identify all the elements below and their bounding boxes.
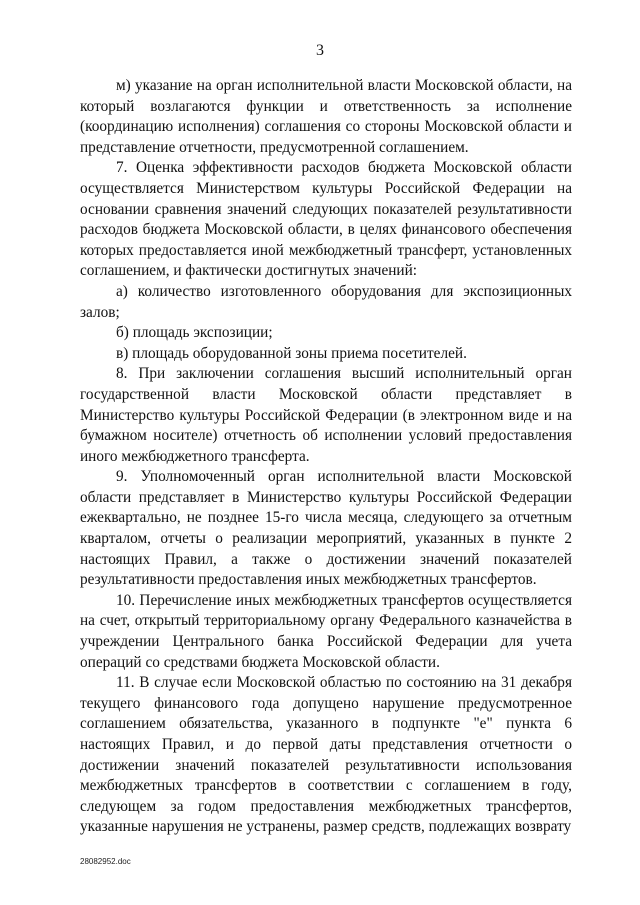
list-item-b: б) площадь экспозиции; [116, 324, 273, 342]
page-number: 3 [316, 42, 324, 59]
paragraph-7: 7. Оценка эффективности расходов бюджета Московской области осуществляется Министерством культуры Российской Федерации на основании сравнения значений следующих показателей результативности расходов бюджета Московской области, в целях финансового обеспечения которых предоставляется иной межбюджетный трансферт, установленных соглашением, и фактически достигнутых значений: [80, 159, 572, 280]
paragraph-item-m: м) указание на орган исполнительной власти Московской области, на который возлагаются функции и ответственность за исполнение (координацию исполнения) соглашения со стороны Московской области и представление отчетности, предусмотренной соглашением. [80, 77, 572, 156]
paragraph-10: 10. Перечисление иных межбюджетных трансфертов осуществляется на счет, открытый территориальному органу Федерального казначейства в учреждении Центрального банка Российской Федерации для учета операций со средствами бюджета Московской области. [80, 591, 572, 671]
list-item-a: а) количество изготовленного оборудования для экспозиционных залов; [80, 282, 572, 321]
paragraph-9: 9. Уполномоченный орган исполнительной власти Московской области представляет в Министерство культуры Российской Федерации ежеквартально, не позднее 15-го числа месяца, следующего за отчетным кварталом, отчеты о реализации мероприятий, указанных в пункте 2 настоящих Правил, а также о достижении значений показателей результативности предоставления иных межбюджетных трансфертов. [80, 468, 572, 589]
paragraph-11: 11. В случае если Московской областью по состоянию на 31 декабря текущего финансового года допущено нарушение предусмотренное соглашением обязательства, указанного в подпункте "е" пункта 6 настоящих Правил, и до первой даты представления отчетности о достижении значений показателей результативности использования межбюджетных трансфертов в соответствии с соглашением в году, следующем за годом предоставления межбюджетных трансфертов, указанные нарушения не устранены, размер средств, подлежащих возврату [80, 674, 572, 836]
paragraph-8: 8. При заключении соглашения высший исполнительный орган государственной власти Московской области представляет в Министерство культуры Российской Федерации (в электронном виде и на бумажном носителе) отчетность об исполнении условий предоставления иного межбюджетного трансферта. [80, 365, 572, 465]
footer-filename: 28082952.doc [80, 857, 131, 866]
list-item-v: в) площадь оборудованной зоны приема посетителей. [116, 344, 467, 362]
document-body [80, 76, 572, 838]
